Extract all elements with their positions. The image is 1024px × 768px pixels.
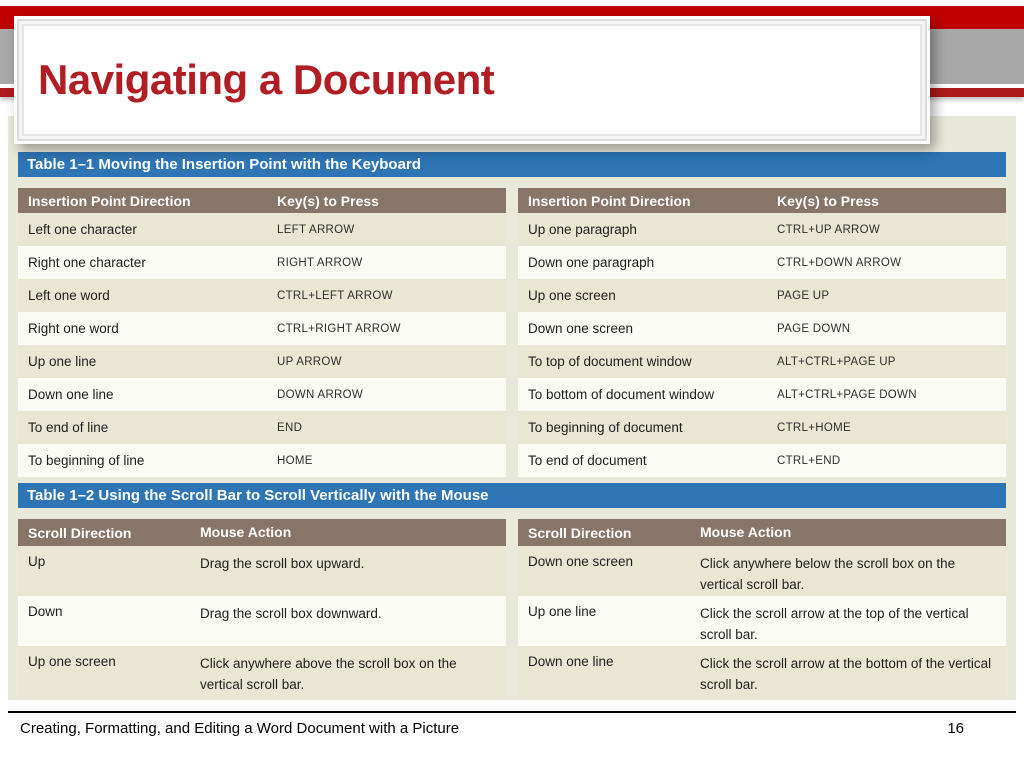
- table-row: [18, 378, 506, 411]
- table-row: [18, 444, 506, 477]
- table2-right-rows: [518, 546, 1006, 698]
- table-row: [18, 646, 506, 698]
- column-header-keys: Key(s) to Press: [777, 192, 879, 209]
- table-row: [518, 345, 1006, 378]
- table-row: [18, 279, 506, 312]
- table1: [18, 188, 1006, 477]
- keys-cell: CTRL+DOWN ARROW: [777, 256, 902, 269]
- table1-caption: Table 1–1 Moving the Insertion Point with the Keyboard: [18, 152, 1006, 177]
- table2-right-header: [518, 519, 1006, 546]
- action-cell: Click anywhere below the scroll box on the vertical scroll bar.: [700, 556, 956, 592]
- table1-right-header: [518, 188, 1006, 213]
- page-number: 16: [947, 720, 964, 737]
- column-header-scroll-direction: Scroll Direction: [28, 524, 132, 541]
- direction-cell: Up one paragraph: [528, 222, 637, 237]
- column-header-direction: Insertion Point Direction: [528, 192, 691, 209]
- column-header-keys: Key(s) to Press: [277, 192, 379, 209]
- keys-cell: PAGE DOWN: [777, 322, 851, 335]
- table2: [18, 519, 1006, 698]
- table1-left-header: [18, 188, 506, 213]
- column-header-mouse-action: Mouse Action: [200, 523, 292, 540]
- table-row: [518, 279, 1006, 312]
- keys-cell: CTRL+END: [777, 454, 841, 467]
- keys-cell: LEFT ARROW: [277, 223, 355, 236]
- direction-cell: Up one screen: [28, 654, 116, 669]
- column-header-mouse-action: Mouse Action: [700, 523, 792, 540]
- action-cell: Drag the scroll box upward.: [200, 556, 365, 571]
- table1-left-half: [18, 188, 506, 477]
- direction-cell: Up one line: [528, 604, 597, 619]
- direction-cell: Down one screen: [528, 554, 634, 569]
- table1-right-rows: [518, 213, 1006, 477]
- direction-cell: Right one word: [28, 321, 119, 336]
- direction-cell: To beginning of document: [528, 420, 683, 435]
- keys-cell: CTRL+HOME: [777, 421, 851, 434]
- keys-cell: ALT+CTRL+PAGE UP: [777, 355, 896, 368]
- table-row: [18, 345, 506, 378]
- action-cell: Drag the scroll box downward.: [200, 606, 382, 621]
- table-row: [518, 213, 1006, 246]
- direction-cell: Up one screen: [528, 288, 616, 303]
- direction-cell: Left one character: [28, 222, 137, 237]
- table-row: [518, 411, 1006, 444]
- table2-left-header: [18, 519, 506, 546]
- direction-cell: Down one line: [28, 387, 114, 402]
- slide-title: Navigating a Document: [38, 56, 495, 103]
- column-header-scroll-direction: Scroll Direction: [528, 524, 632, 541]
- table2-left-rows: [18, 546, 506, 698]
- table-row: [518, 378, 1006, 411]
- table1-left-rows: [18, 213, 506, 477]
- table2-left-half: [18, 519, 506, 698]
- direction-cell: Down one paragraph: [528, 255, 655, 270]
- table1-right-half: [518, 188, 1006, 477]
- table-row: [518, 596, 1006, 646]
- keys-cell: CTRL+RIGHT ARROW: [277, 322, 401, 335]
- slide-footer: [8, 700, 1016, 768]
- table-row: [18, 596, 506, 646]
- direction-cell: To beginning of line: [28, 453, 145, 468]
- table-row: [518, 646, 1006, 698]
- table-row: [518, 444, 1006, 477]
- direction-cell: To top of document window: [528, 354, 692, 369]
- direction-cell: Down one screen: [528, 321, 634, 336]
- table2-caption: Table 1–2 Using the Scroll Bar to Scroll Vertically with the Mouse: [18, 483, 1006, 508]
- keys-cell: ALT+CTRL+PAGE DOWN: [777, 388, 917, 401]
- table-row: [518, 546, 1006, 596]
- table-row: [18, 246, 506, 279]
- keys-cell: RIGHT ARROW: [277, 256, 363, 269]
- action-cell: Click the scroll arrow at the bottom of the vertical scroll bar.: [700, 656, 992, 692]
- footer-title: Creating, Formatting, and Editing a Word Document with a Picture: [20, 720, 460, 737]
- table-row: [18, 546, 506, 596]
- direction-cell: To end of document: [528, 453, 647, 468]
- table-row: [18, 312, 506, 345]
- keys-cell: DOWN ARROW: [277, 388, 364, 401]
- direction-cell: Down: [28, 604, 63, 619]
- direction-cell: To bottom of document window: [528, 387, 715, 402]
- direction-cell: Up one line: [28, 354, 97, 369]
- slide-content: [8, 116, 1016, 700]
- direction-cell: To end of line: [28, 420, 109, 435]
- title-plaque: [14, 16, 930, 144]
- direction-cell: Down one line: [528, 654, 614, 669]
- table-row: [18, 411, 506, 444]
- keys-cell: CTRL+UP ARROW: [777, 223, 881, 236]
- table-row: [18, 213, 506, 246]
- keys-cell: PAGE UP: [777, 289, 830, 302]
- column-header-direction: Insertion Point Direction: [28, 192, 191, 209]
- table-row: [518, 312, 1006, 345]
- action-cell: Click the scroll arrow at the top of the vertical scroll bar.: [700, 606, 969, 642]
- keys-cell: UP ARROW: [277, 355, 342, 368]
- direction-cell: Left one word: [28, 288, 110, 303]
- action-cell: Click anywhere above the scroll box on the vertical scroll bar.: [200, 656, 457, 692]
- keys-cell: HOME: [277, 454, 313, 467]
- keys-cell: END: [277, 421, 303, 434]
- direction-cell: Right one character: [28, 255, 146, 270]
- direction-cell: Up: [28, 554, 46, 569]
- table-row: [518, 246, 1006, 279]
- keys-cell: CTRL+LEFT ARROW: [277, 289, 393, 302]
- table2-right-half: [518, 519, 1006, 698]
